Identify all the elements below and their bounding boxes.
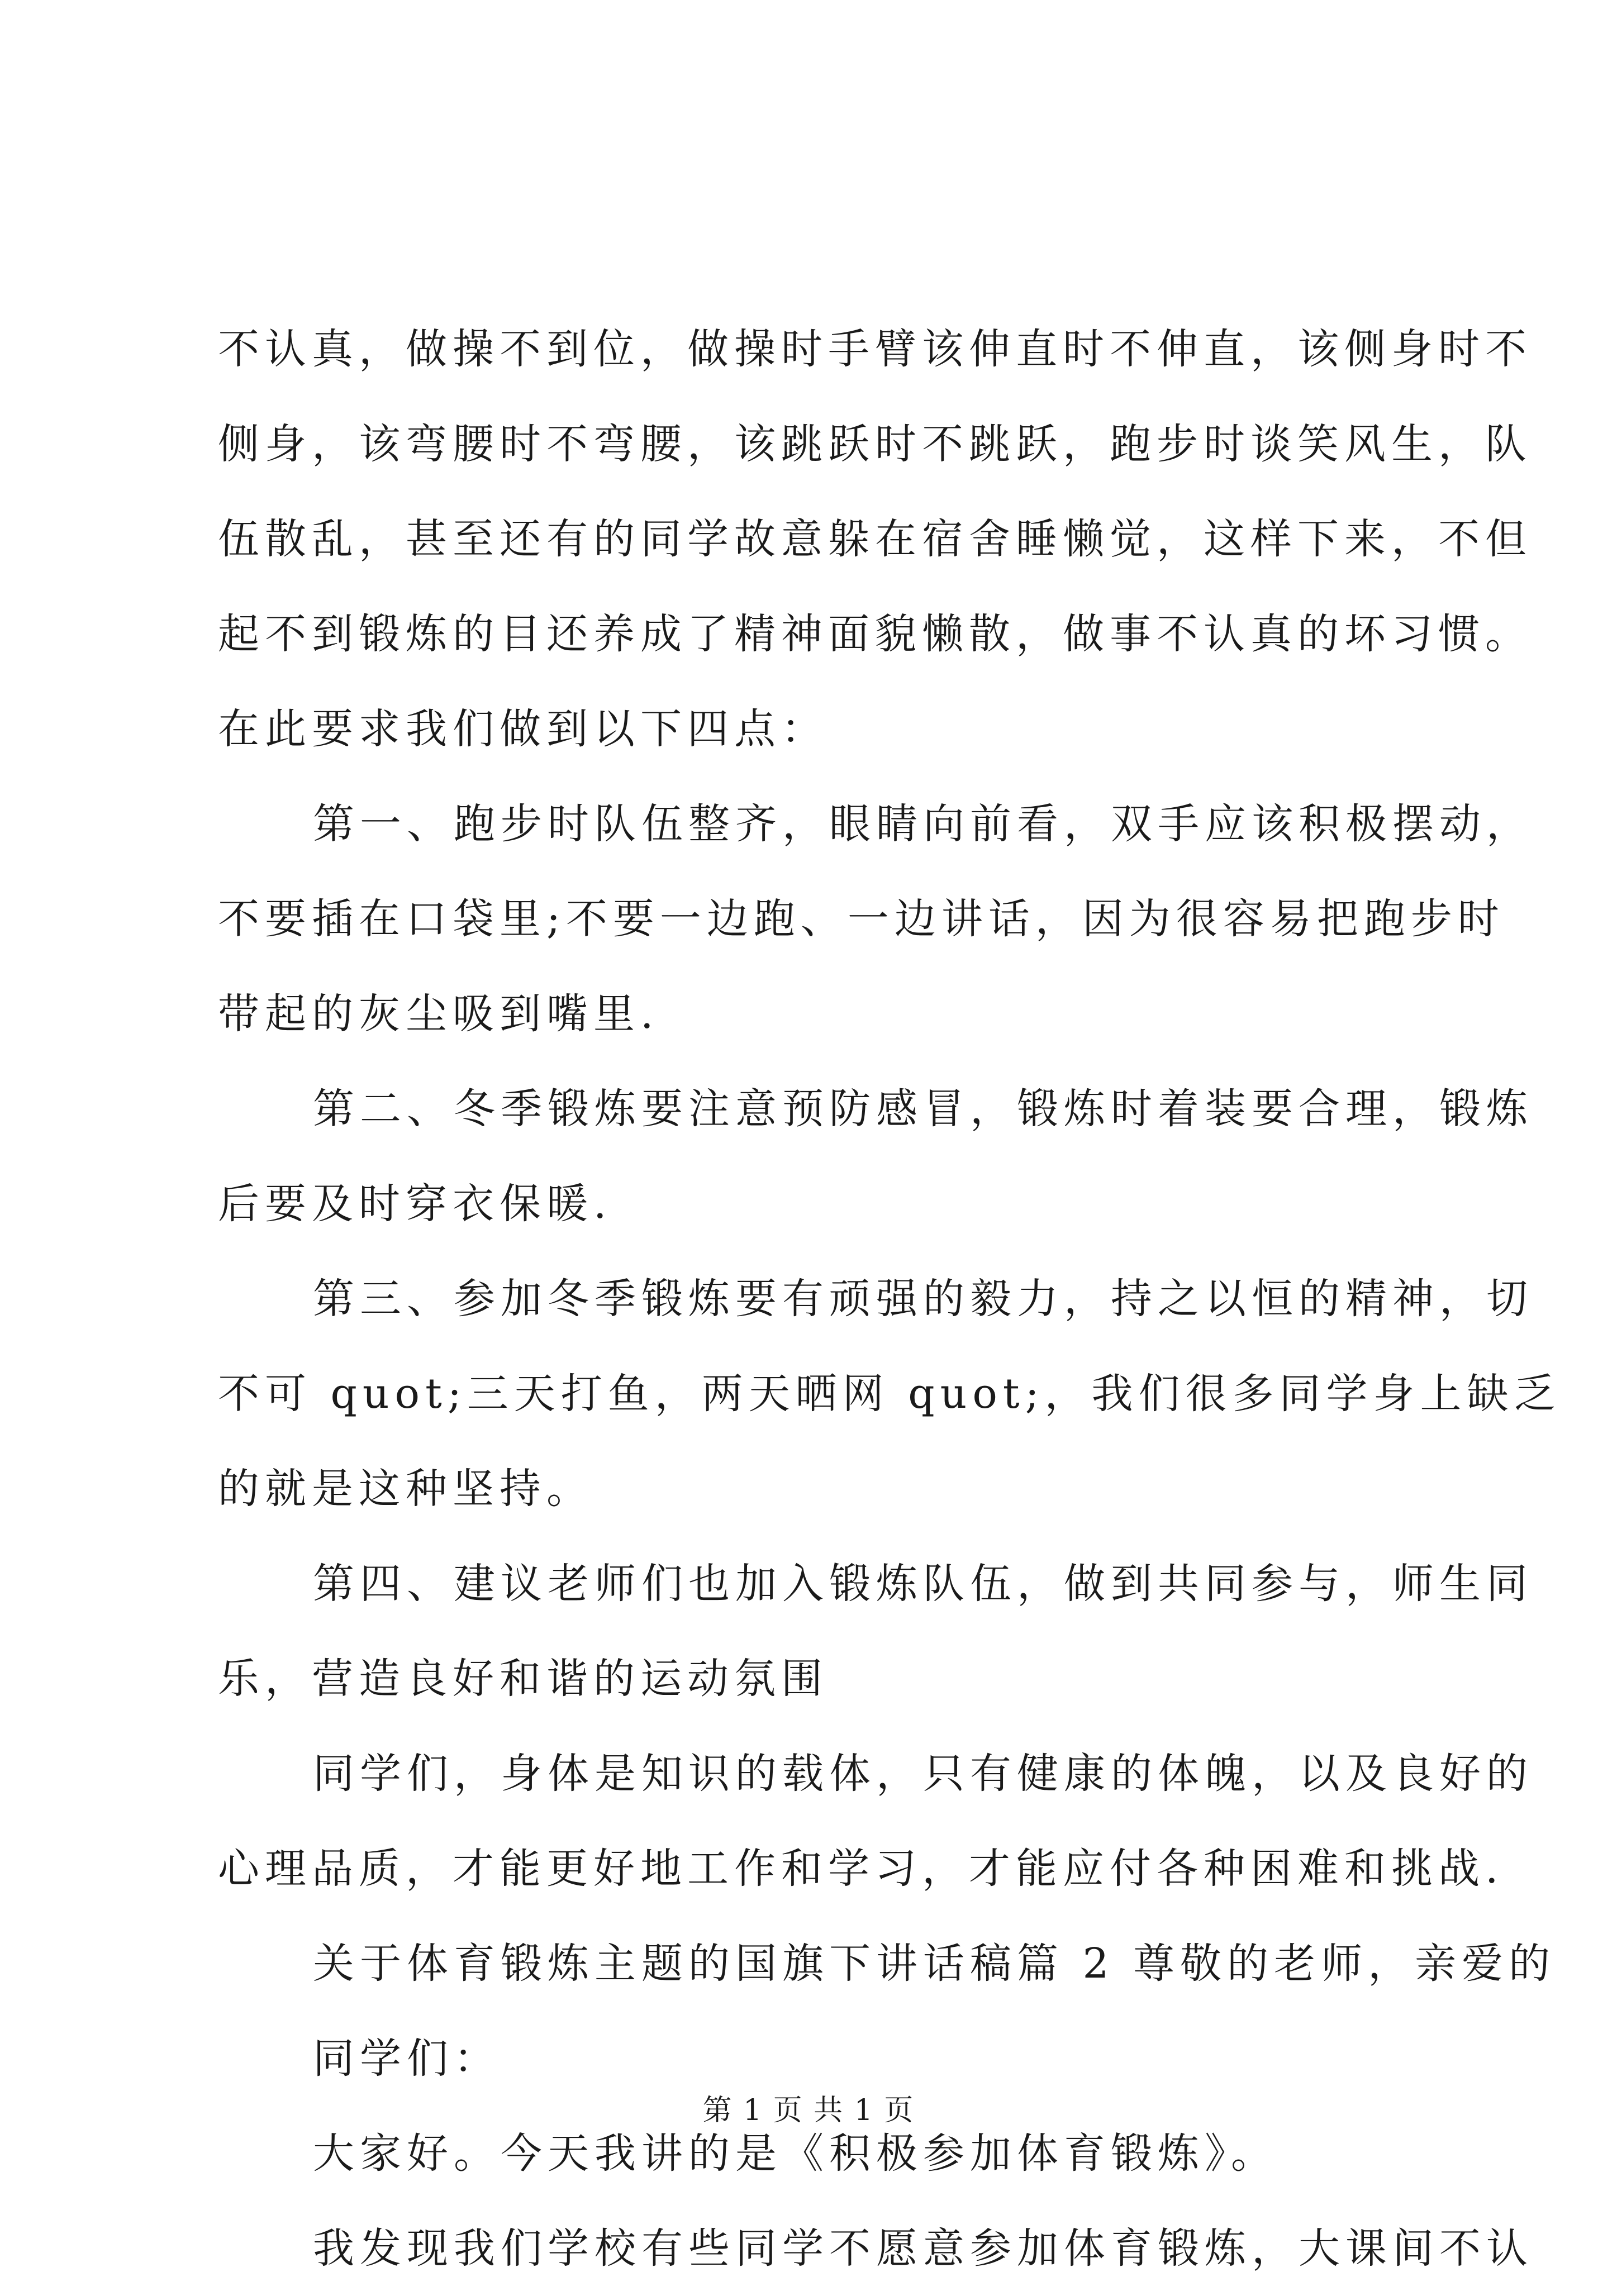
text-line: 不要插在口袋里;不要一边跑、一边讲话，因为很容易把跑步时 (218, 895, 1505, 943)
text-line: 同学们： (313, 2035, 501, 2083)
text-line: 大家好。今天我讲的是《积极参加体育锻炼》。 (313, 2130, 1278, 2178)
page-number-label: 第 1 页 共 1 页 (702, 2094, 915, 2127)
page-footer (0, 2087, 1617, 2128)
text-line: 我发现我们学校有些同学不愿意参加体育锻炼，大课间不认 (313, 2224, 1533, 2273)
text-line: 不认真，做操不到位，做操时手臂该伸直时不伸直，该侧身时不 (218, 325, 1532, 373)
text-line: 第二、冬季锻炼要注意预防感冒，锻炼时着装要合理，锻炼 (313, 1085, 1533, 1133)
text-line: 在此要求我们做到以下四点： (218, 705, 828, 753)
text-line: 同学们，身体是知识的载体，只有健康的体魄，以及良好的 (313, 1750, 1533, 1798)
text-line: 乐，营造良好和谐的运动氛围 (218, 1655, 828, 1703)
text-line: 第三、参加冬季锻炼要有顽强的毅力，持之以恒的精神，切 (313, 1275, 1533, 1323)
text-line: 第一、跑步时队伍整齐，眼睛向前看，双手应该积极摆动， (313, 800, 1533, 848)
text-line: 带起的灰尘吸到嘴里. (218, 990, 659, 1038)
text-line: 伍散乱，甚至还有的同学故意躲在宿舍睡懒觉，这样下来，不但 (218, 515, 1532, 563)
text-line: 不可 quot;三天打鱼，两天晒网 quot;，我们很多同学身上缺乏 (218, 1370, 1561, 1418)
text-line: 第四、建议老师们也加入锻炼队伍，做到共同参与，师生同 (313, 1560, 1533, 1608)
text-line: 的就是这种坚持。 (218, 1465, 593, 1513)
text-line: 侧身，该弯腰时不弯腰，该跳跃时不跳跃，跑步时谈笑风生，队 (218, 420, 1532, 468)
text-line: 关于体育锻炼主题的国旗下讲话稿篇 2 尊敬的老师，亲爱的 (313, 1940, 1556, 1988)
text-line: 后要及时穿衣保暖. (218, 1180, 612, 1228)
document-body (218, 302, 1561, 2296)
text-line: 心理品质，才能更好地工作和学习，才能应付各种困难和挑战. (218, 1845, 1504, 1893)
text-line: 起不到锻炼的目还养成了精神面貌懒散，做事不认真的坏习惯。 (218, 610, 1532, 658)
